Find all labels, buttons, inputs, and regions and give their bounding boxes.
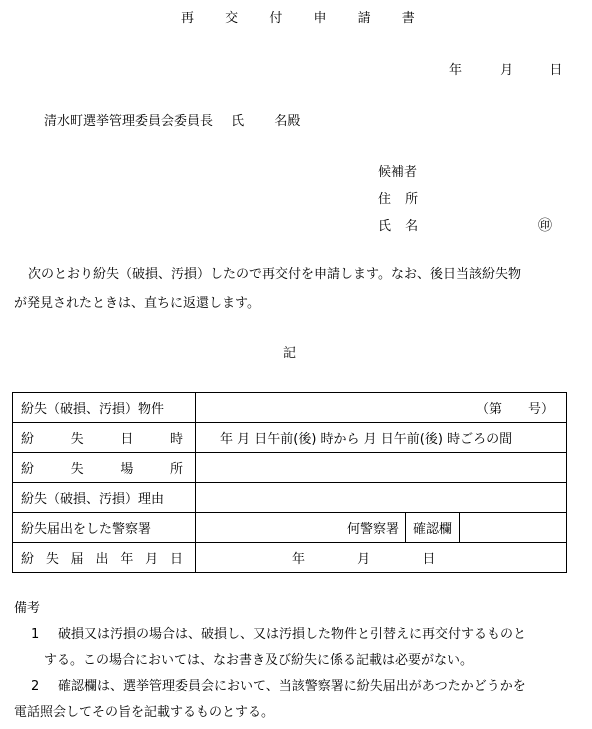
note-2-number: 2 <box>31 679 40 694</box>
document-title <box>181 12 415 25</box>
table-row <box>13 393 567 423</box>
police-station-field[interactable]: 何警察署 <box>196 513 406 542</box>
note-1-number: 1 <box>31 627 40 642</box>
applicant-role: 候補者 <box>378 165 418 180</box>
note-1-line1: 破損又は汚損の場合は、破損し、又は汚損した物件と引替えに再交付するものと <box>58 627 527 642</box>
date-day: 日 <box>549 63 563 78</box>
ki-heading: 記 <box>283 346 297 361</box>
addressee <box>44 115 300 128</box>
title-char: 書 <box>401 11 415 26</box>
row-label-lost-reason: 紛失（破損、汚損）理由 <box>13 483 196 513</box>
table-row <box>13 483 567 513</box>
row-value-lost-datetime[interactable]: 年 月 日午前(後) 時から 月 日午前(後) 時ごろの間 <box>196 423 567 453</box>
notes-heading: 備考 <box>14 601 41 616</box>
table-row <box>13 543 567 573</box>
table-row <box>13 453 567 483</box>
confirm-label: 確認欄 <box>406 513 460 542</box>
row-value-lost-place[interactable] <box>196 453 567 483</box>
seal-mark: ㊞ <box>538 218 552 234</box>
row-value-report-date[interactable]: 年 月 日 <box>196 543 567 573</box>
applicant-address-label: 住 所 <box>378 192 419 207</box>
addressee-name: 清水町選挙管理委員会委員長 <box>44 114 214 129</box>
title-char: 請 <box>357 11 371 26</box>
date-line <box>449 64 562 77</box>
confirm-field[interactable] <box>460 513 566 542</box>
row-value-lost-reason[interactable] <box>196 483 567 513</box>
date-month: 月 <box>500 63 514 78</box>
table-row <box>13 513 567 543</box>
body-text-line1: 次のとおり紛失（破損、汚損）したので再交付を申請します。なお、後日当該紛失物 <box>28 267 521 282</box>
title-char: 申 <box>313 11 327 26</box>
row-value-lost-item[interactable]: （第 号） <box>196 393 567 423</box>
row-value-police-station <box>196 513 567 543</box>
body-text-line2: が発見されたときは、直ちに返還します。 <box>14 296 260 311</box>
note-1-line2: する。この場合においては、なお書き及び紛失に係る記載は必要がない。 <box>44 653 474 668</box>
applicant-name-label: 氏 名 <box>378 219 419 234</box>
application-table <box>12 392 567 573</box>
title-char: 再 <box>181 11 195 26</box>
note-2-line1: 確認欄は、選挙管理委員会において、当該警察署に紛失届出があつたかどうかを <box>58 679 526 694</box>
title-char: 交 <box>225 11 239 26</box>
date-year: 年 <box>449 63 463 78</box>
note-2-line2: 電話照会してその旨を記載するものとする。 <box>14 705 275 720</box>
table-row <box>13 423 567 453</box>
addressee-honor: 氏 <box>231 114 245 129</box>
row-label-lost-datetime: 紛 失 日 時 <box>13 423 196 453</box>
row-label-lost-item: 紛失（破損、汚損）物件 <box>13 393 196 423</box>
row-label-police-station: 紛失届出をした警察署 <box>13 513 196 543</box>
title-char: 付 <box>269 11 283 26</box>
row-label-report-date: 紛 失 届 出 年 月 日 <box>13 543 196 573</box>
row-label-lost-place: 紛 失 場 所 <box>13 453 196 483</box>
addressee-suffix: 名殿 <box>274 114 301 129</box>
